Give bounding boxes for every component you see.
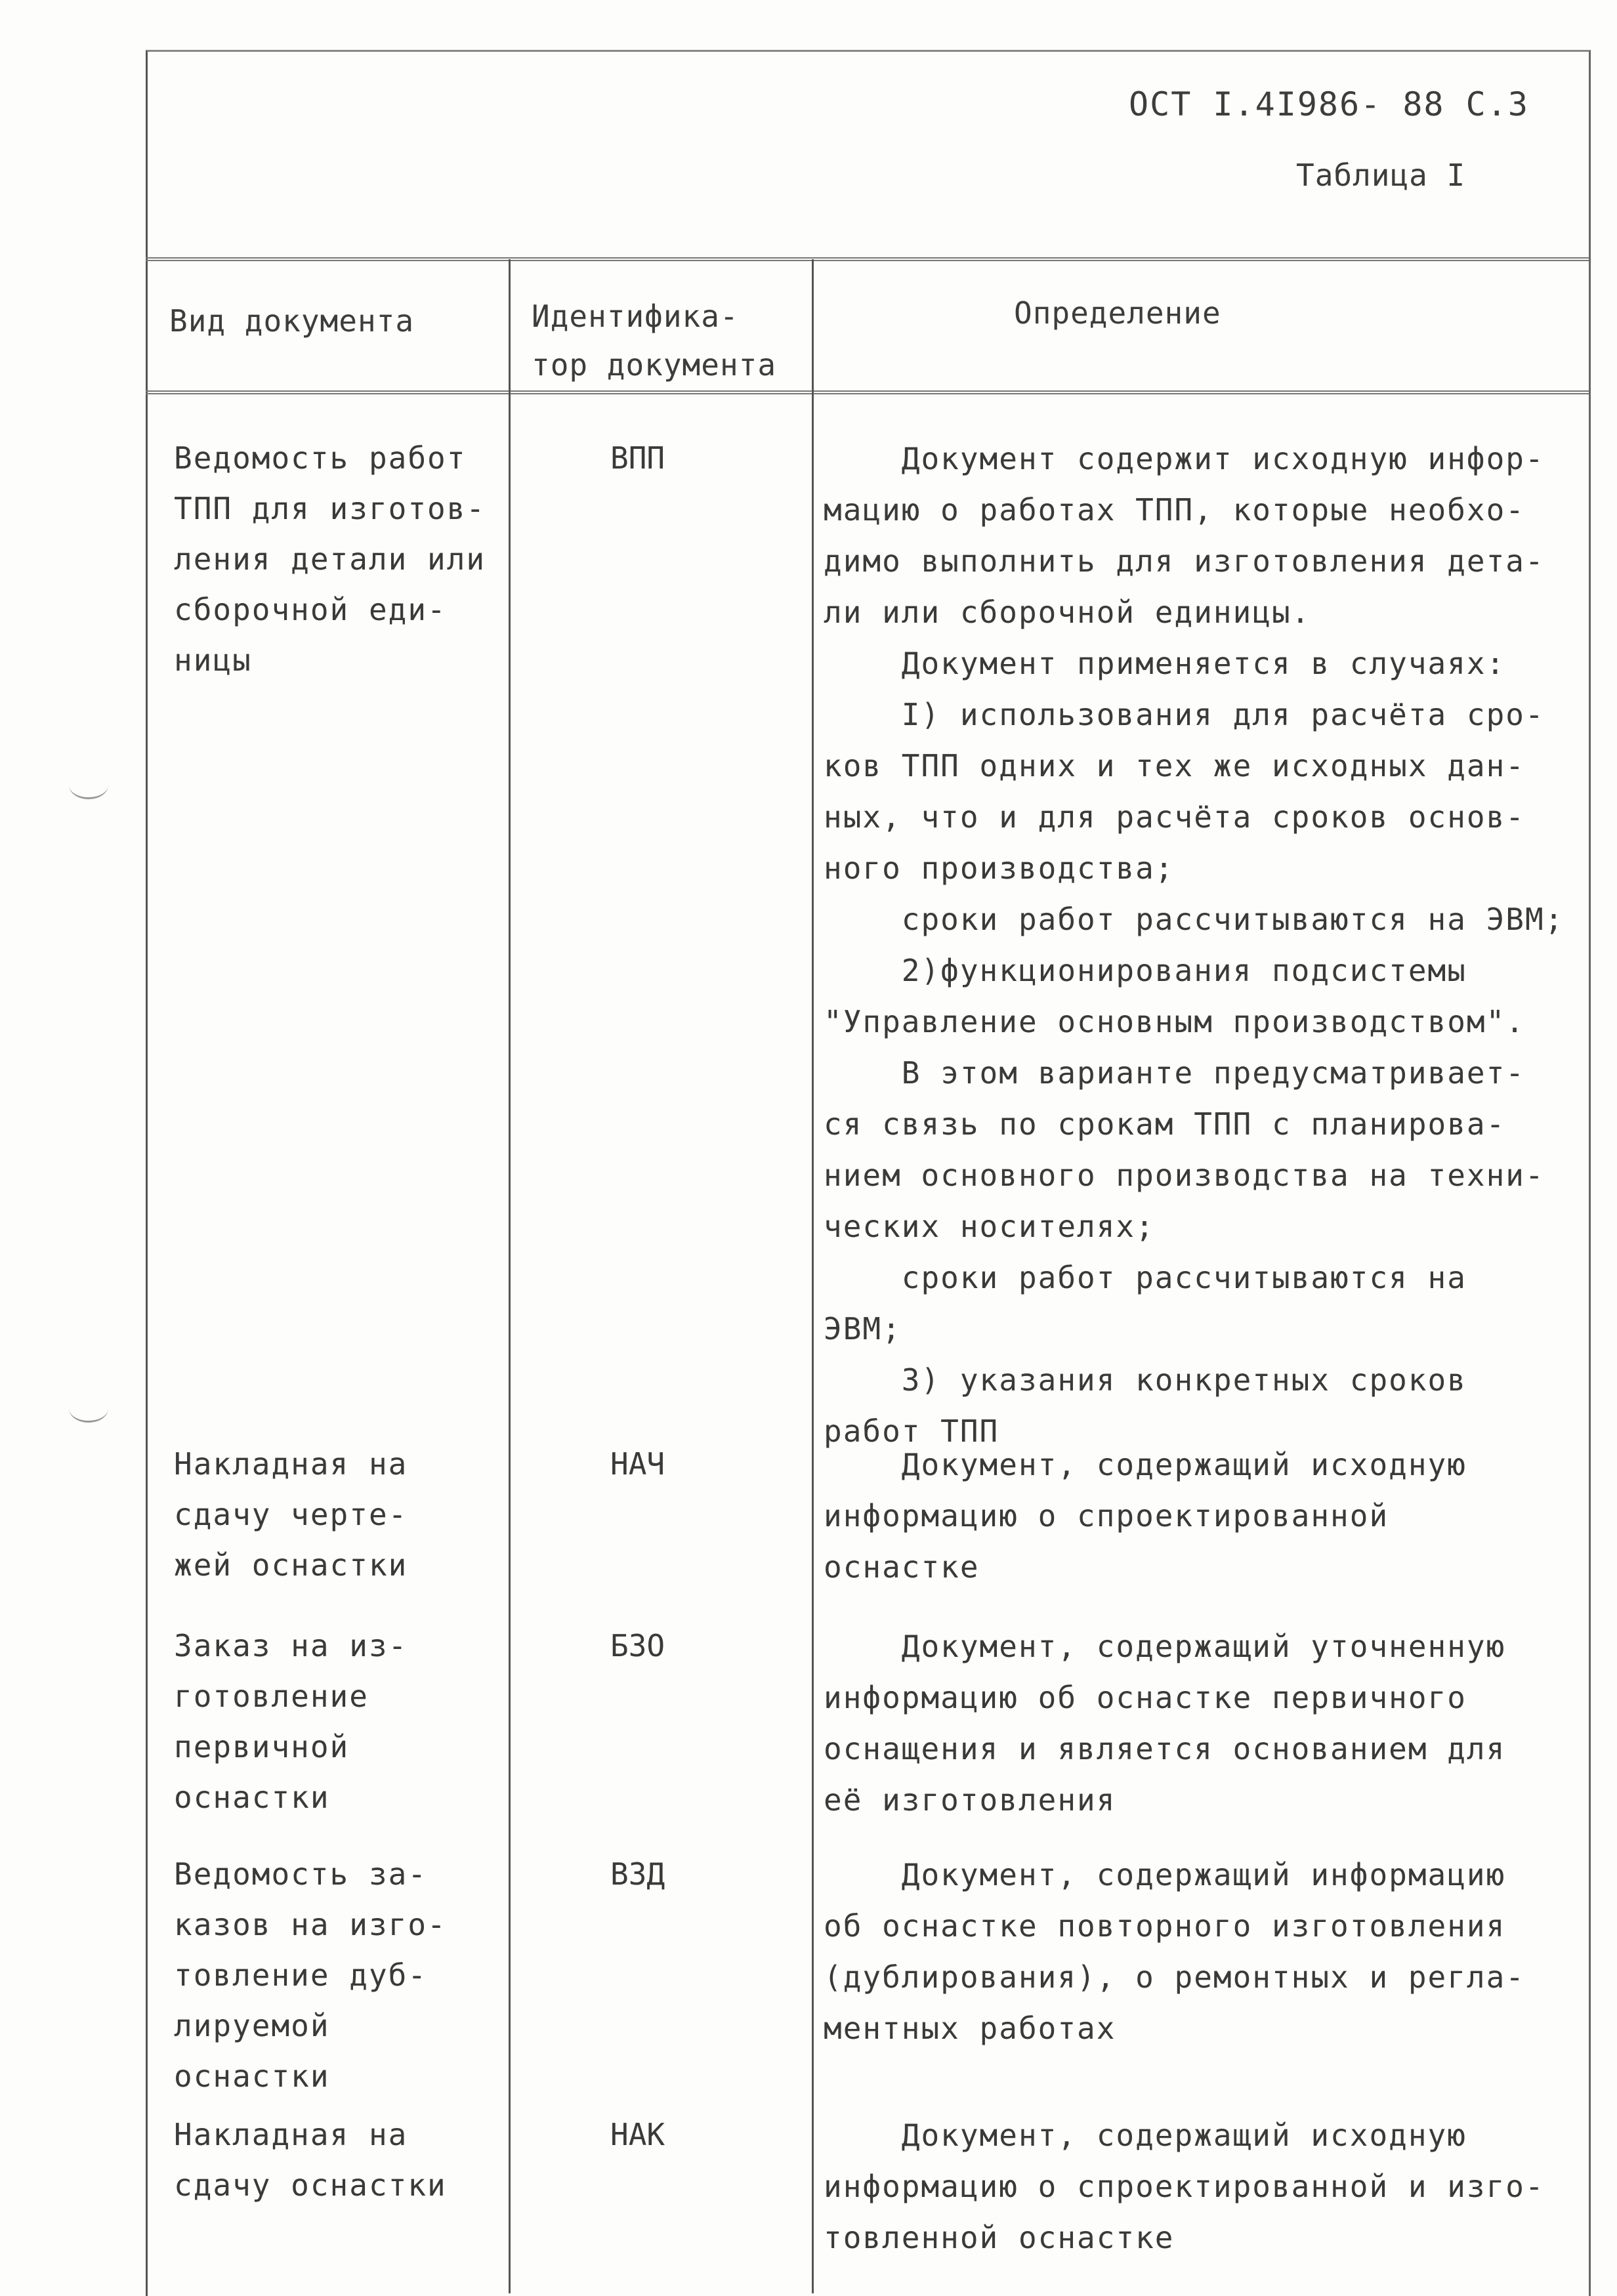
column-header-type: Вид документа xyxy=(169,303,415,339)
binding-hole-mark xyxy=(69,771,108,799)
row-document-id: НАК xyxy=(610,2117,665,2152)
column-header-definition: Определение xyxy=(1014,295,1221,331)
row-definition: Документ, содержащий уточненную информацию об оснастке первичного оснащения и является основанием для её изготовления xyxy=(824,1629,1506,1818)
row-definition: Документ, содержащий исходную информацию о спроектированной оснастке xyxy=(824,1447,1467,1585)
table-header-rule xyxy=(146,390,1589,394)
column-header-identifier: Идентифика- тор документа xyxy=(532,299,777,383)
row-definition: Документ содержит исходную инфор- мацию о работах ТПП, которые необхо- димо выполнить для изготовления дета- ли или сборочной единицы. Документ применяется в случаях: I) использования для расчёта сро- ков ТПП одних и тех же исходных дан- ных, что и для расчёта сроков основ- ного производства; сроки работ рассчитываются на ЭВМ; 2)функционирования подсистемы "Управление основным производством". В этом варианте предусматривает- ся связь по срокам ТПП с планирова- нием основного производства на техни- ческих носителях; сроки работ рассчитываются на ЭВМ; 3) указания конкретных сроков работ ТПП xyxy=(824,441,1564,1449)
row-document-type: Ведомость за- казов на изго- товление дуб- лируемой оснастки xyxy=(174,1856,447,2094)
row-document-type: Накладная на сдачу черте- жей оснастки xyxy=(174,1446,408,1583)
row-document-id: БЗО xyxy=(610,1628,665,1663)
row-document-type: Ведомость работ ТПП для изготов- ления детали или сборочной еди- ницы xyxy=(174,440,486,678)
row-definition: Документ, содержащий информацию об оснастке повторного изготовления (дублирования), о ремонтных и регла- ментных работах xyxy=(824,1857,1525,2046)
row-document-id: ВЗД xyxy=(610,1856,665,1892)
table-caption: Таблица I xyxy=(1296,157,1466,193)
row-document-id: НАЧ xyxy=(610,1446,665,1482)
document-code: ОСТ I.4I986- 88 С.3 xyxy=(1129,85,1529,123)
row-definition: Документ, содержащий исходную информацию о спроектированной и изго- товленной оснастке xyxy=(824,2118,1545,2255)
table-top-rule xyxy=(146,257,1589,261)
binding-hole-mark xyxy=(69,1394,108,1423)
column-divider-1 xyxy=(509,259,511,2293)
row-document-type: Заказ на из- готовление первичной оснастки xyxy=(174,1628,408,1815)
row-document-id: ВПП xyxy=(610,440,665,476)
row-document-type: Накладная на сдачу оснастки xyxy=(174,2117,447,2203)
column-divider-2 xyxy=(812,259,814,2293)
